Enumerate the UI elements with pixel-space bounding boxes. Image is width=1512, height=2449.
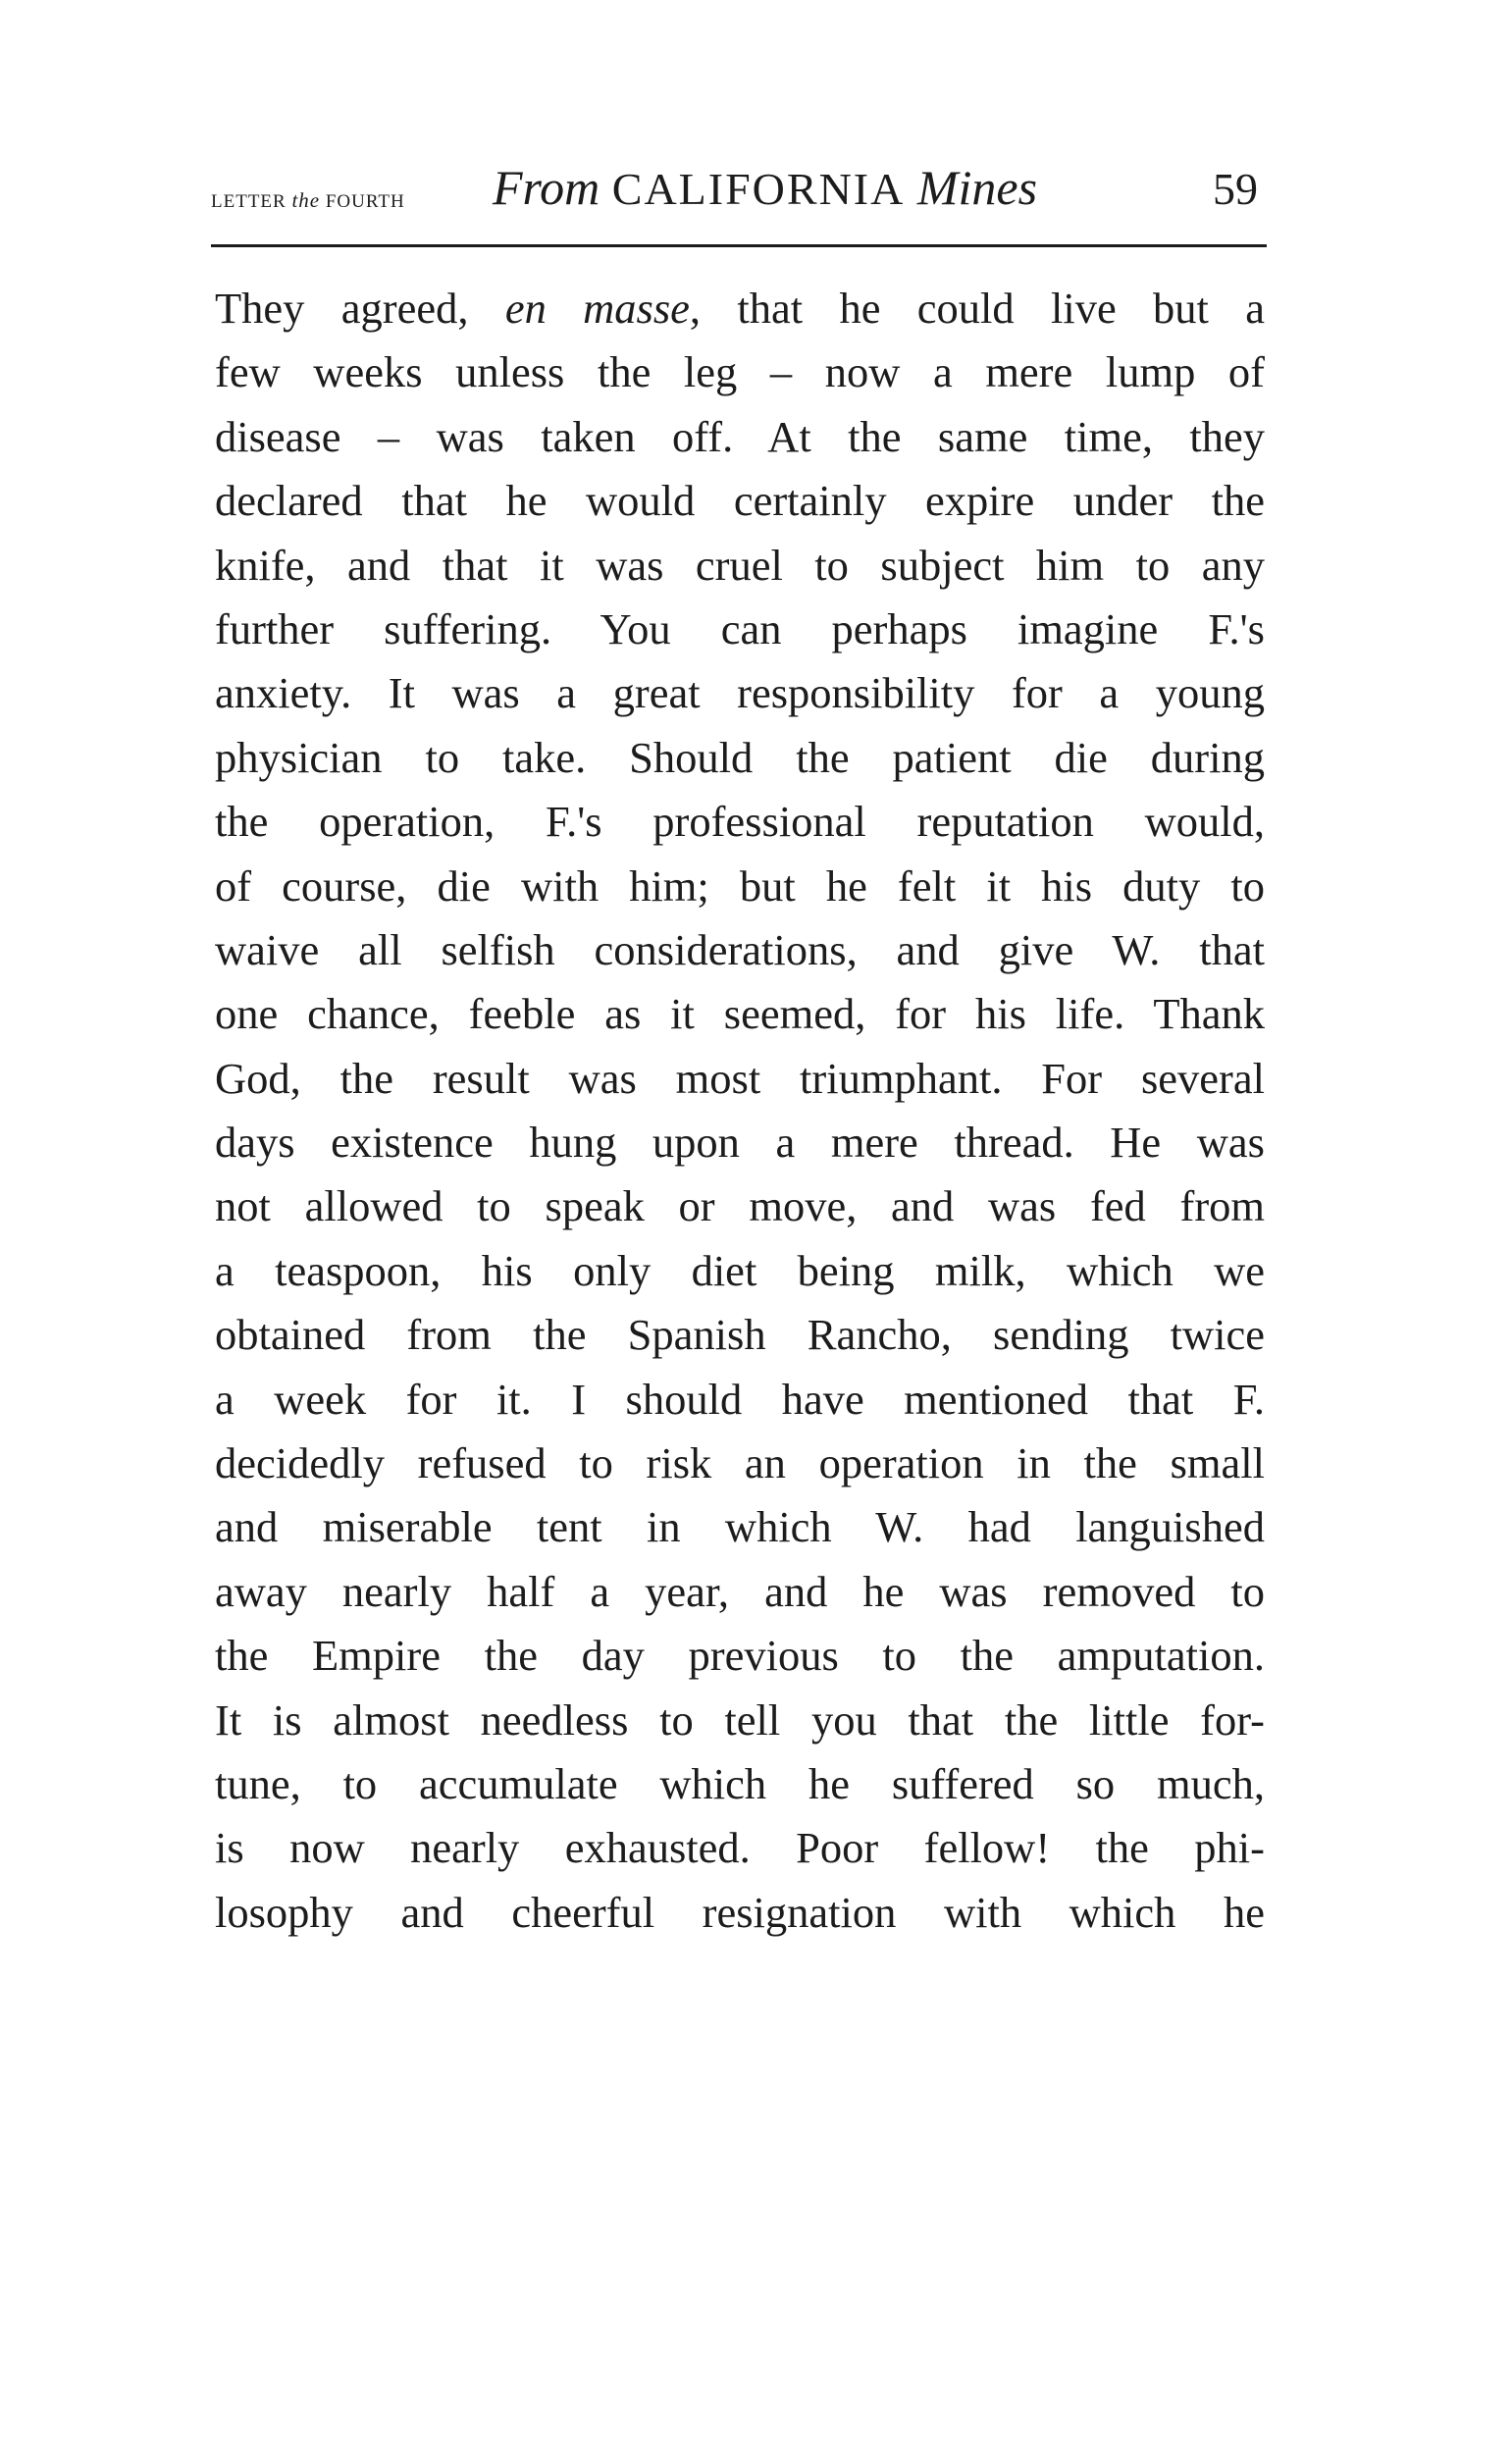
body-text xyxy=(215,277,1265,1945)
text-line: tune, to accumulate which he suffered so much, xyxy=(215,1758,1265,1808)
text-line: further suffering. You can perhaps imagine F.'s xyxy=(215,603,1265,653)
text-line: It is almost needless to tell you that the little for- xyxy=(215,1694,1265,1745)
text-line: is now nearly exhausted. Poor fellow! the phi- xyxy=(215,1823,1265,1873)
text-line: away nearly half a year, and he was removed to xyxy=(215,1566,1265,1616)
page-number: 59 xyxy=(1213,164,1258,214)
text-line: physician to take. Should the patient die during xyxy=(215,732,1265,782)
text-line: They agreed, en masse, that he could live but a xyxy=(215,284,1265,333)
text-line: few weeks unless the leg – now a mere lump of xyxy=(215,347,1265,397)
text-line: of course, die with him; but he felt it his duty to xyxy=(215,860,1265,911)
text-line: knife, and that it was cruel to subject him to any xyxy=(215,540,1265,590)
text-line: disease – was taken off. At the same time, they xyxy=(215,411,1265,461)
header-rule xyxy=(211,244,1267,247)
text-line: obtained from the Spanish Rancho, sending twice xyxy=(215,1310,1265,1360)
text-line: a teaspoon, his only diet being milk, which we xyxy=(215,1245,1265,1295)
text-line: not allowed to speak or move, and was fed from xyxy=(215,1181,1265,1231)
running-head xyxy=(211,153,1266,232)
text-line: declared that he would certainly expire under the xyxy=(215,476,1265,526)
running-head-letter: LETTER the FOURTH xyxy=(211,188,405,212)
text-line: the operation, F.'s professional reputation would, xyxy=(215,797,1265,847)
text-line: decidedly refused to risk an operation in the small xyxy=(215,1438,1265,1488)
text-line: days existence hung upon a mere thread. He was xyxy=(215,1118,1265,1168)
text-line: anxiety. It was a great responsibility for a young xyxy=(215,668,1265,718)
text-line: waive all selfish considerations, and give W. that xyxy=(215,924,1265,974)
text-line: the Empire the day previous to the amputation. xyxy=(215,1631,1265,1681)
text-line: one chance, feeble as it seemed, for his life. Thank xyxy=(215,989,1265,1039)
text-line: God, the result was most triumphant. For several xyxy=(215,1053,1265,1103)
text-line: and miserable tent in which W. had languished xyxy=(215,1502,1265,1552)
running-head-title: From CALIFORNIA Mines xyxy=(493,160,1038,215)
text-line: a week for it. I should have mentioned that F. xyxy=(215,1374,1265,1424)
text-line: losophy and cheerful resignation with which he xyxy=(215,1887,1265,1937)
